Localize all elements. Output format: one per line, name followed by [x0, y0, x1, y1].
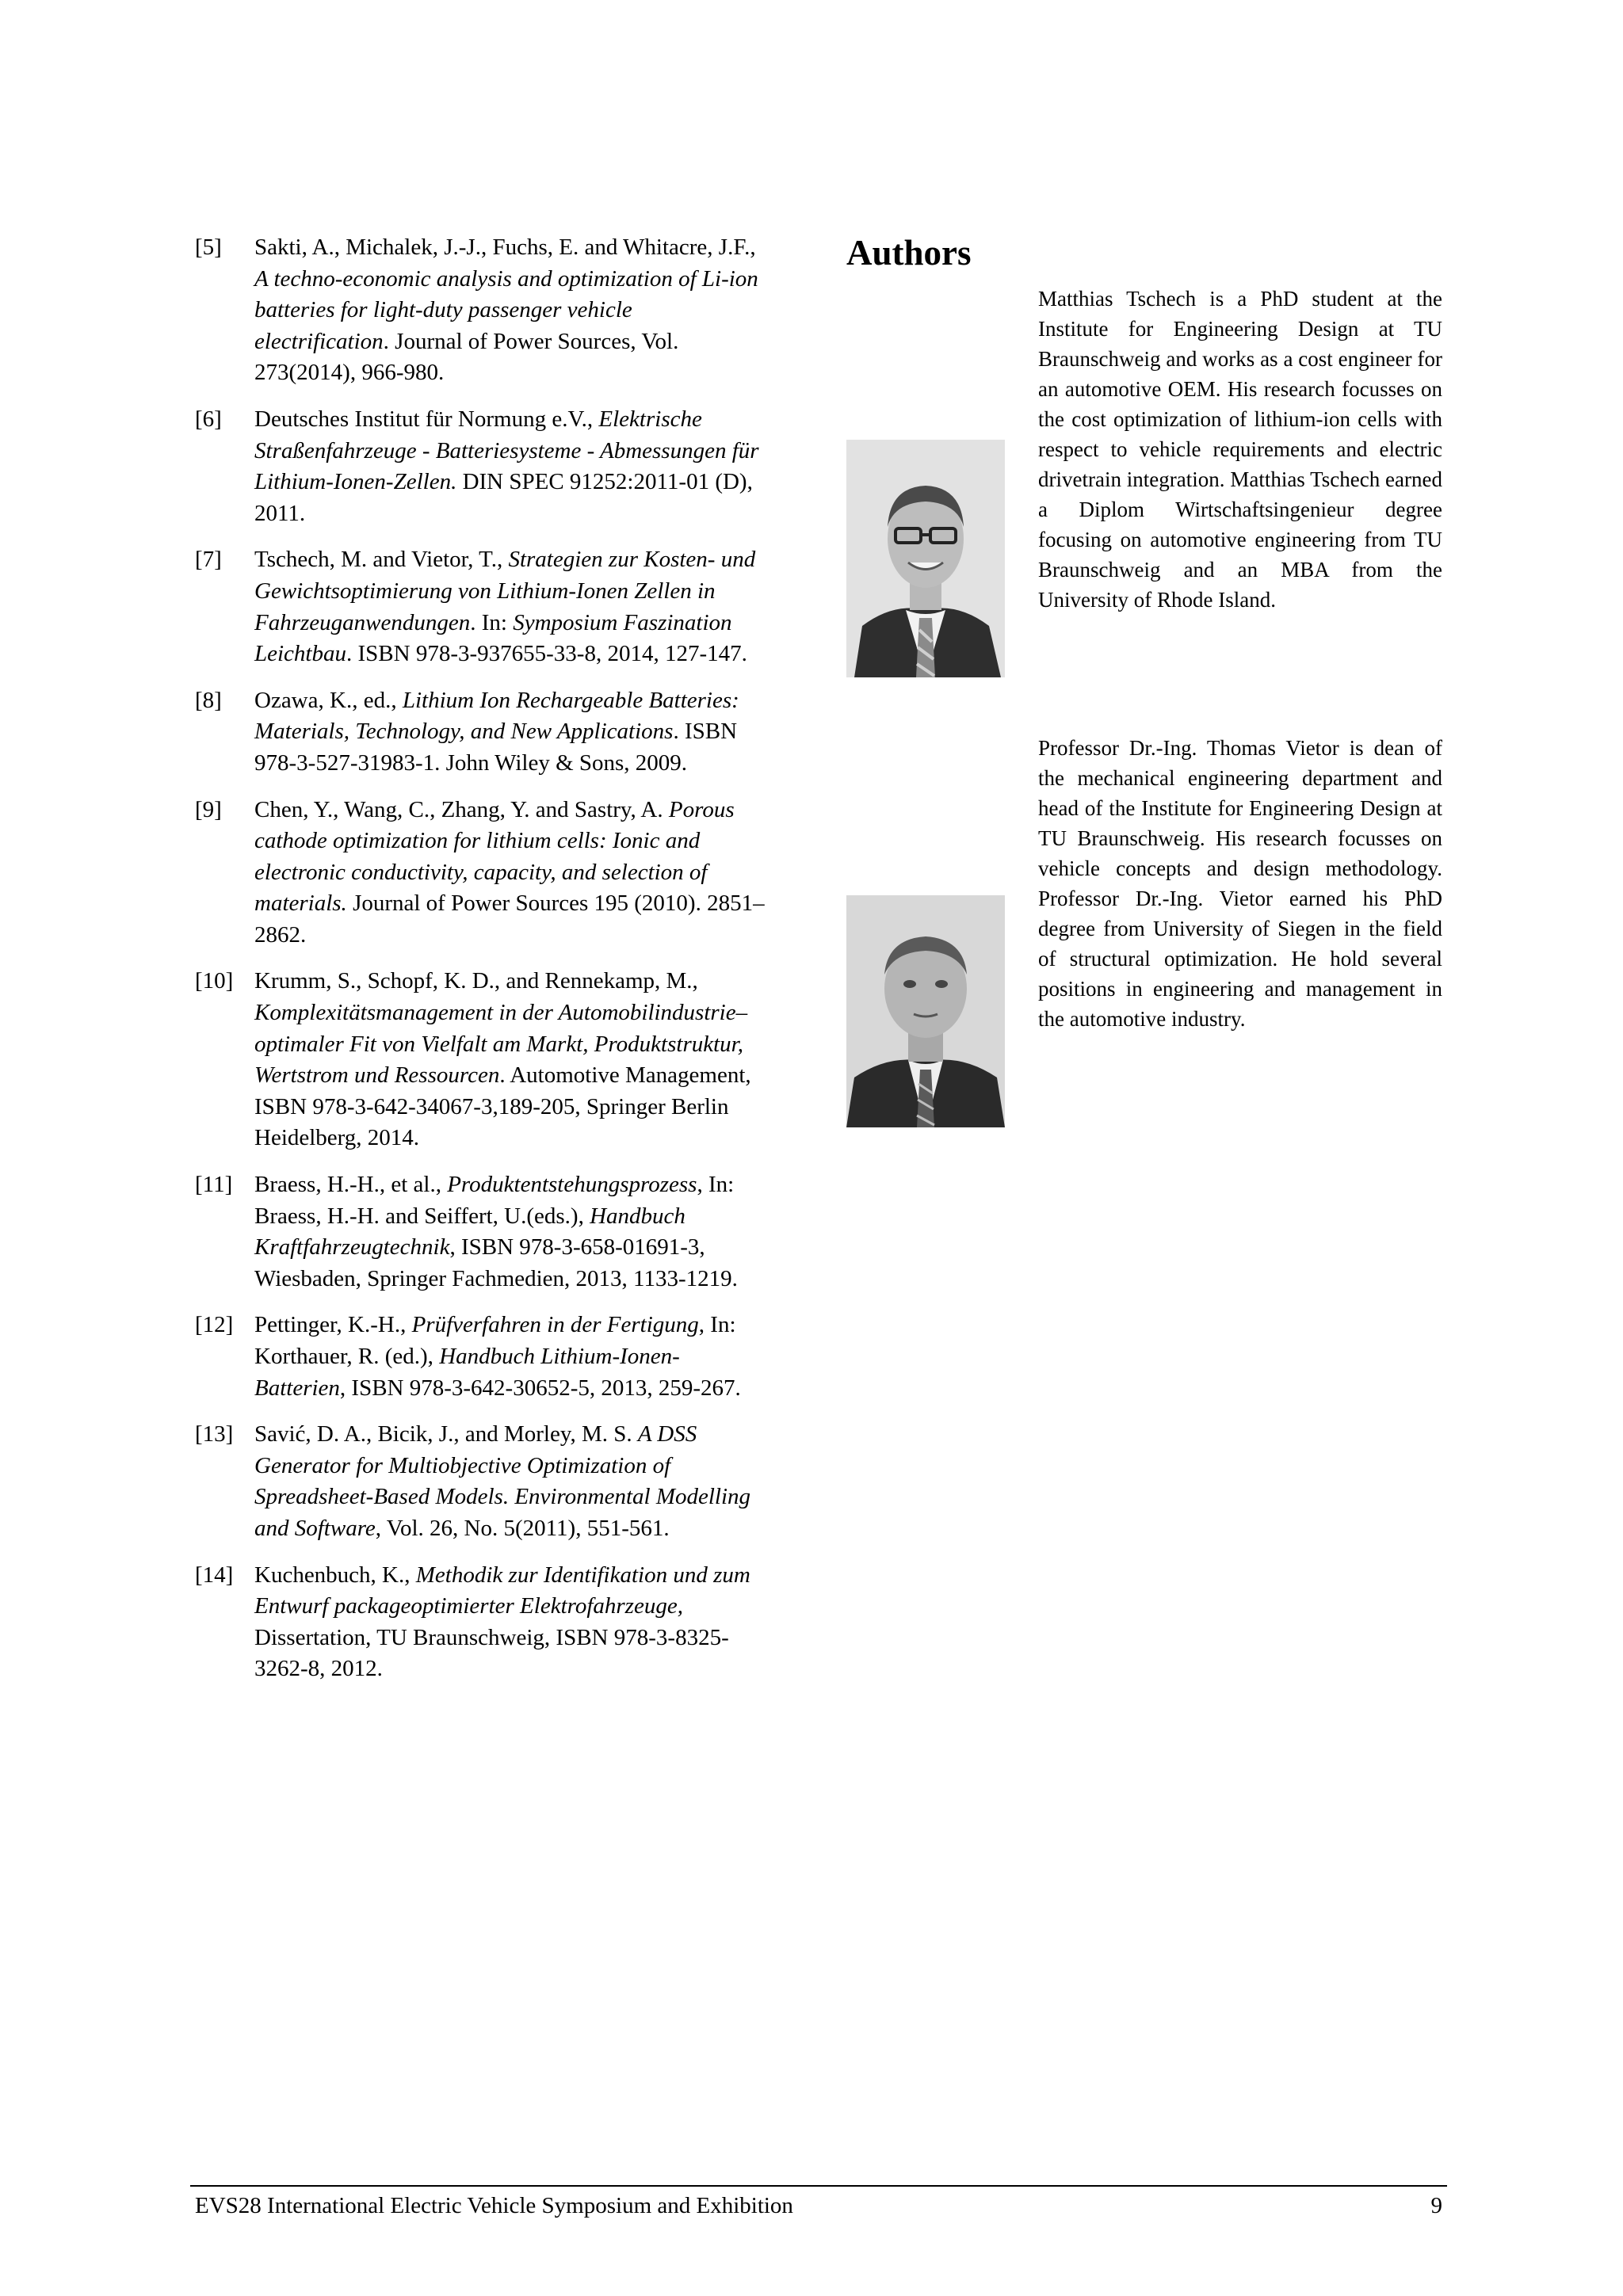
- reference-detail: Deutsches Institut für Normung e.V.,: [254, 406, 599, 432]
- reference-title: Strategien zur Kosten- und Gewichtsoptimierung von Lithium-Ionen Zellen in Fahrzeuganwendungen: [254, 547, 756, 635]
- reference-detail: . ISBN 978-3-937655-33-8, 2014, 127-147.: [346, 641, 747, 667]
- reference-text: [254, 1560, 766, 1685]
- reference-item: [195, 1310, 766, 1404]
- reference-item: [195, 1419, 766, 1544]
- reference-number: [10]: [195, 968, 234, 994]
- reference-title: Produktentstehungsprozess: [447, 1172, 697, 1198]
- reference-item: [195, 795, 766, 952]
- reference-detail: , Vol. 26, No. 5(2011), 551-561.: [375, 1515, 670, 1541]
- reference-text: [254, 795, 766, 952]
- reference-detail: DIN SPEC 91252:2011-01 (D), 2011.: [254, 469, 753, 526]
- author-bio-tschech: Matthias Tschech is a PhD student at the Institute for Engineering Design at TU Braunschweig and works as a cost engineer for an automotive OEM. His research focusses on the cost optimization of lithium-ion cells with respect to vehicle requirements and electric drivetrain integration. Matthias Tschech earned a Diplom Wirtschaftsingenieur degree focusing on automotive engineering from TU Braunschweig and an MBA from the University of Rhode Island.: [1038, 287, 1442, 612]
- reference-number: [5]: [195, 235, 222, 260]
- reference-detail: Dissertation, TU Braunschweig, ISBN 978-3-8325-3262-8, 2012.: [254, 1624, 729, 1682]
- reference-detail: , In: Korthauer, R. (ed.),: [254, 1312, 736, 1369]
- reference-number: [11]: [195, 1172, 233, 1198]
- authors-heading: Authors: [846, 233, 972, 273]
- footer-rule: [190, 2185, 1447, 2187]
- reference-detail: Tschech, M. and Vietor, T.,: [254, 547, 509, 573]
- reference-title: Prüfverfahren in der Fertigung: [411, 1312, 699, 1338]
- reference-item: [195, 544, 766, 669]
- reference-detail: Pettinger, K.-H.,: [254, 1312, 412, 1338]
- reference-detail: Journal of Power Sources 195 (2010). 2851–2862.: [254, 891, 765, 948]
- reference-title: Komplexitätsmanagement in der Automobilindustrie–optimaler Fit von Vielfalt am Markt, Produktstruktur, Wertstrom und Ressourcen: [254, 1000, 748, 1089]
- reference-text: [254, 404, 766, 529]
- reference-number: [7]: [195, 547, 222, 573]
- reference-detail: . ISBN 978-3-527-31983-1. John Wiley & Sons, 2009.: [254, 719, 738, 776]
- reference-text: [254, 966, 766, 1154]
- reference-number: [6]: [195, 406, 222, 432]
- reference-title: A techno-economic analysis and optimization of Li-ion batteries for light-duty passenger vehicle electrification: [254, 265, 758, 354]
- reference-number: [14]: [195, 1562, 234, 1588]
- reference-text: [254, 1310, 766, 1404]
- reference-title: Handbuch Kraftfahrzeugtechnik: [254, 1203, 685, 1261]
- reference-detail: , In: Braess, H.-H. and Seiffert, U.(eds.),: [254, 1172, 735, 1229]
- reference-title: Methodik zur Identifikation und zum Entwurf packageoptimierter Elektrofahrzeuge,: [254, 1562, 750, 1619]
- reference-text: [254, 232, 766, 389]
- reference-number: [13]: [195, 1421, 234, 1447]
- reference-detail: . Automotive Management, ISBN 978-3-642-34067-3,189-205, Springer Berlin Heidelberg, 2014.: [254, 1062, 751, 1151]
- reference-title: Handbuch Lithium-Ionen-Batterien: [254, 1344, 680, 1401]
- author-photo-vietor: [846, 895, 1005, 1127]
- reference-detail: . In:: [470, 609, 514, 635]
- reference-title: Porous cathode optimization for lithium cells: Ionic and electronic conductivity, capacity, and selection of materials.: [254, 796, 735, 917]
- reference-item: [195, 232, 766, 389]
- reference-text: [254, 1169, 766, 1295]
- reference-detail: , ISBN 978-3-642-30652-5, 2013, 259-267.: [339, 1375, 741, 1401]
- footer-conference-title: EVS28 International Electric Vehicle Symposium and Exhibition: [195, 2193, 793, 2218]
- reference-title: A DSS Generator for Multiobjective Optimization of Spreadsheet-Based Models. Environmental Modelling and Software: [254, 1421, 751, 1541]
- reference-item: [195, 966, 766, 1154]
- reference-detail: Ozawa, K., ed.,: [254, 687, 403, 713]
- reference-detail: Savić, D. A., Bicik, J., and Morley, M. S.: [254, 1421, 638, 1447]
- reference-detail: Kuchenbuch, K.,: [254, 1562, 416, 1588]
- reference-detail: , ISBN 978-3-658-01691-3, Wiesbaden, Springer Fachmedien, 2013, 1133-1219.: [254, 1234, 738, 1291]
- reference-detail: Braess, H.-H., et al.,: [254, 1172, 448, 1198]
- reference-list: [195, 232, 766, 1700]
- author-bio-vietor: Professor Dr.-Ing. Thomas Vietor is dean of the mechanical engineering department and head of the Institute for Engineering Design at TU Braunschweig. His research focusses on vehicle concepts and design methodology. Professor Dr.-Ing. Vietor earned his PhD degree from University of Siegen in the field of structural optimization. He hold several positions in engineering and management in the automotive industry.: [1038, 736, 1442, 1031]
- reference-detail: Sakti, A., Michalek, J.-J., Fuchs, E. and Whitacre, J.F.,: [254, 235, 756, 260]
- reference-item: [195, 685, 766, 780]
- reference-number: [12]: [195, 1312, 234, 1338]
- reference-title: Lithium Ion Rechargeable Batteries: Materials, Technology, and New Applications: [254, 687, 739, 745]
- reference-item: [195, 1560, 766, 1685]
- reference-number: [8]: [195, 687, 222, 713]
- reference-title: Symposium Faszination Leichtbau: [254, 609, 732, 667]
- reference-detail: Chen, Y., Wang, C., Zhang, Y. and Sastry, A.: [254, 796, 669, 822]
- reference-detail: Krumm, S., Schopf, K. D., and Rennekamp, M.,: [254, 968, 698, 994]
- reference-text: [254, 685, 766, 780]
- author-photo-tschech: [846, 440, 1005, 677]
- reference-detail: . Journal of Power Sources, Vol. 273(2014), 966-980.: [254, 328, 679, 386]
- page-number: 9: [1430, 2193, 1442, 2218]
- reference-text: [254, 544, 766, 669]
- reference-title: Elektrische Straßenfahrzeuge - Batteriesysteme - Abmessungen für Lithium-Ionen-Zellen.: [254, 406, 759, 495]
- reference-text: [254, 1419, 766, 1544]
- reference-item: [195, 404, 766, 529]
- reference-item: [195, 1169, 766, 1295]
- reference-number: [9]: [195, 796, 222, 822]
